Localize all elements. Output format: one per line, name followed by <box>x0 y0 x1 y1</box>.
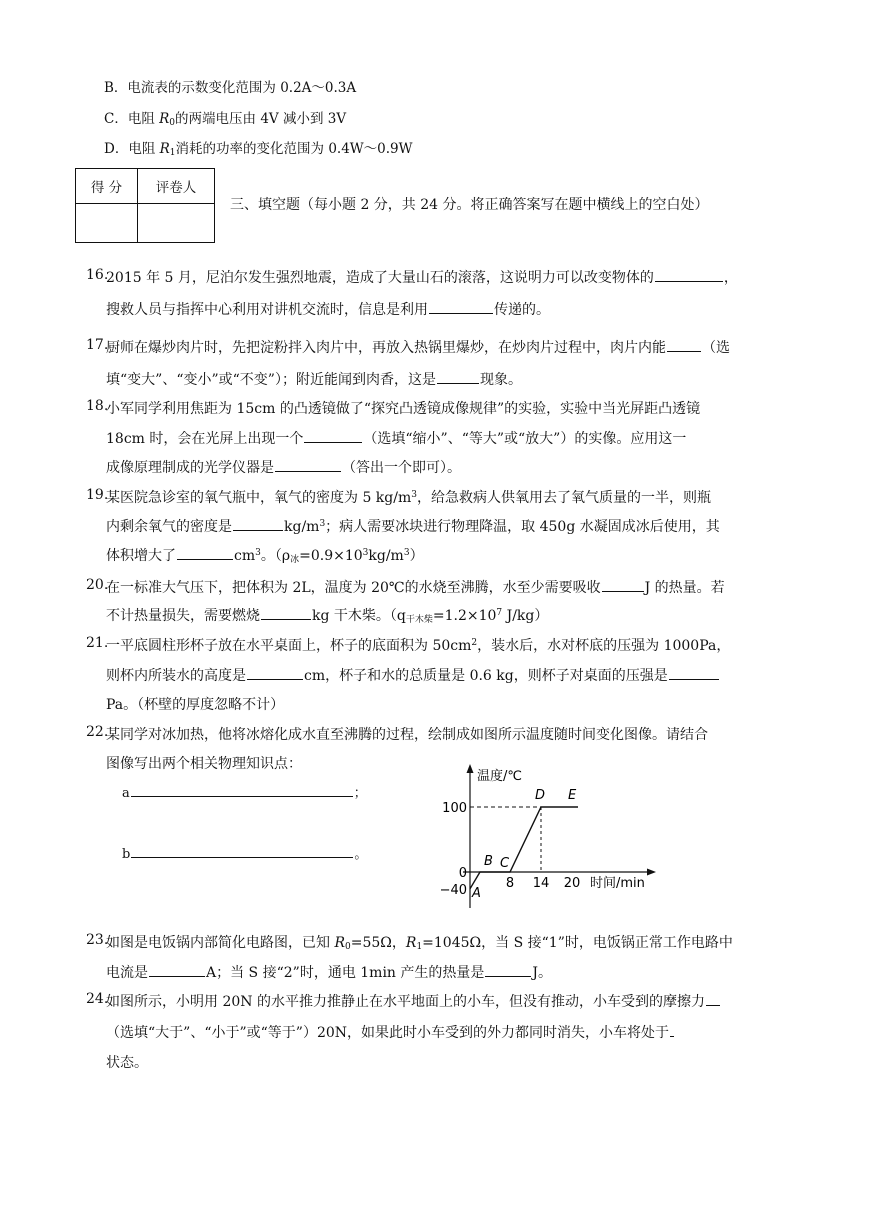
option-b: B．电流表的示数变化范围为 0.2A～0.3A <box>104 80 357 96</box>
q23-text: A；当 S 接“2”时，通电 1min 产生的热量是 <box>206 965 485 981</box>
q23-blank-2[interactable] <box>485 962 531 977</box>
q17-blank-2[interactable] <box>437 369 479 384</box>
option-c-var: R <box>159 111 170 127</box>
q23-number: 23. <box>86 932 109 948</box>
q23-blank-1[interactable] <box>149 962 205 977</box>
q19-text: ；病人需要冰块进行物理降温，取 450g 水凝固成冰后使用，其 <box>325 519 720 535</box>
point-label-b: B <box>484 854 493 869</box>
q24-blank-2[interactable] <box>670 1022 674 1037</box>
grader-header: 评卷人 <box>138 169 215 204</box>
q19-text: cm <box>234 548 256 564</box>
y-tick-minus-40: −40 <box>439 882 467 898</box>
option-c-text: 的两端电压由 4V 减小到 3V <box>175 111 347 127</box>
q18-line3 <box>106 457 461 477</box>
option-d-sub: 1 <box>169 148 176 158</box>
section-title: 三、填空题（每小题 2 分，共 24 分。将正确答案写在题中横线上的空白处） <box>230 197 709 213</box>
q24-text: 如图所示，小明用 20N 的水平推力推静止在水平地面上的小车，但没有推动，小车受到的摩擦力 <box>106 994 705 1010</box>
q23-text: =1045Ω，当 S 接“1”时，电饭锅正常工作电路中 <box>422 935 733 951</box>
score-header: 得 分 <box>76 169 138 204</box>
q19-blank-1[interactable] <box>233 516 283 531</box>
q19-sup: 3 <box>319 519 326 529</box>
q19-number: 19. <box>86 487 109 503</box>
q19-text: =0.9×10 <box>299 548 363 564</box>
q18-number: 18. <box>86 398 109 414</box>
q19-text: kg/m <box>284 519 320 535</box>
q22-line2: 图像写出两个相关物理知识点： <box>106 756 302 772</box>
q22-blank-b[interactable] <box>131 843 353 858</box>
q20-line2 <box>106 605 548 625</box>
q22-a-label: a <box>122 786 130 801</box>
point-label-d: D <box>535 788 546 803</box>
x-tick-8: 8 <box>505 876 515 891</box>
q18-blank-2[interactable] <box>275 457 341 472</box>
q24-blank-1[interactable] <box>706 991 720 1006</box>
q23-text: J。 <box>532 965 553 981</box>
grader-cell[interactable] <box>138 204 215 243</box>
q22-line1: 某同学对冰加热，他将冰熔化成水直至沸腾的过程，绘制成如图所示温度随时间变化图像。请结合 <box>106 727 708 743</box>
point-label-c: C <box>500 856 510 871</box>
q16-text: 2015 年 5 月，尼泊尔发生强烈地震，造成了大量山石的滚落，这说明力可以改变物体的 <box>106 270 654 286</box>
score-cell[interactable] <box>76 204 138 243</box>
q22-a-end: ； <box>353 786 367 801</box>
q20-text: =1.2×10 <box>432 608 497 624</box>
q19-sup: 3 <box>362 548 369 558</box>
q19-text: ，给急救病人供氧用去了氧气质量的一半，则瓶 <box>416 490 711 506</box>
q24-line2 <box>106 1022 675 1042</box>
q19-text: 。（ρ <box>260 548 291 564</box>
q21-text: 一平底圆柱形杯子放在水平桌面上，杯子的底面积为 50cm <box>106 638 472 654</box>
q20-text: J/kg） <box>502 608 549 624</box>
x-tick-14: 14 <box>532 876 550 891</box>
q16-line1 <box>106 267 738 287</box>
q18-text: （答出一个即可）。 <box>342 460 461 476</box>
point-label-e: E <box>568 788 577 803</box>
x-axis-arrow <box>647 869 656 876</box>
q19-sup: 3 <box>255 548 261 558</box>
q20-sup: 7 <box>496 608 503 618</box>
q24-line1 <box>106 991 721 1011</box>
q22-number: 22. <box>86 724 109 740</box>
q19-blank-2[interactable] <box>177 545 233 560</box>
q23-line2 <box>106 962 552 982</box>
q17-blank-1[interactable] <box>667 337 701 352</box>
q20-blank-2[interactable] <box>261 605 311 620</box>
q22-answer-a <box>122 782 367 801</box>
q16-blank-2[interactable] <box>429 299 493 314</box>
q21-sup: 2 <box>471 638 478 648</box>
q16-text: 传递的。 <box>494 302 550 318</box>
q16-blank-1[interactable] <box>655 267 723 282</box>
x-axis-label: 时间/min <box>590 876 645 891</box>
y-axis-arrow <box>467 764 474 773</box>
q22-b-end: 。 <box>354 847 368 862</box>
q16-text: 搜救人员与指挥中心利用对讲机交流时，信息是利用 <box>106 302 428 318</box>
q19-line2 <box>106 516 720 536</box>
q21-blank-2[interactable] <box>669 665 719 680</box>
option-c-prefix: C．电阻 <box>104 111 160 127</box>
point-label-a: A <box>472 885 481 901</box>
x-tick-20: 20 <box>563 876 581 891</box>
q18-line1: 小军同学利用焦距为 15cm 的凸透镜做了“探究凸透镜成像规律”的实验，实验中当光屏距凸透镜 <box>106 401 701 417</box>
score-table <box>75 168 215 243</box>
q24-text: （选填“大于”、“小于”或“等于”）20N，如果此时小车受到的外力都同时消失，小车将处于 <box>106 1025 670 1041</box>
temperature-curve <box>470 807 578 889</box>
q21-line3: Pa。（杯壁的厚度忽略不计） <box>106 697 285 713</box>
q16-line2 <box>106 299 550 319</box>
q23-text: =55Ω， <box>350 935 406 951</box>
q19-text: 体积增大了 <box>106 548 176 564</box>
option-d-text: 消耗的功率的变化范围为 0.4W～0.9W <box>175 141 413 157</box>
q20-sub: 干木柴 <box>405 615 433 625</box>
option-c <box>104 107 346 128</box>
q18-line2 <box>106 428 686 448</box>
q21-line2 <box>106 665 720 685</box>
q21-text: ，装水后，水对杯底的压强为 1000Pa， <box>477 638 731 654</box>
q17-text: 填“变大”、“变小”或“不变”）；附近能闻到肉香，这是 <box>106 372 436 388</box>
q19-text: 某医院急诊室的氧气瓶中，氧气的密度为 5 kg/m <box>106 490 412 506</box>
q20-number: 20. <box>86 577 109 593</box>
q20-text: kg 干木柴。（q <box>312 608 406 624</box>
q19-sub: 冰 <box>290 555 300 565</box>
q23-sub: 0 <box>345 942 351 952</box>
q21-text: 则杯内所装水的高度是 <box>106 668 246 684</box>
q23-text: 电流是 <box>106 965 148 981</box>
q23-text: 如图是电饭锅内部简化电路图，已知 <box>106 935 335 951</box>
q19-text: 内剩余氧气的密度是 <box>106 519 232 535</box>
q21-text: cm，杯子和水的总质量是 0.6 kg，则杯子对桌面的压强是 <box>304 668 668 684</box>
q21-blank-1[interactable] <box>247 665 303 680</box>
q23-var: R <box>334 935 345 951</box>
q19-text: ） <box>409 548 424 564</box>
q23-var: R <box>405 935 417 951</box>
q17-number: 17. <box>86 337 109 353</box>
q19-sup: 3 <box>411 490 417 500</box>
option-d-prefix: D．电阻 <box>104 141 160 157</box>
q20-blank-1[interactable] <box>602 577 644 592</box>
q20-text: 在一标准大气压下，把体积为 2L，温度为 20℃的水烧至沸腾，水至少需要吸收 <box>106 580 601 596</box>
q19-sup: 3 <box>403 548 410 558</box>
option-d <box>104 137 413 158</box>
q18-blank-1[interactable] <box>304 428 362 443</box>
q16-text: ， <box>723 270 738 286</box>
q19-text: kg/m <box>368 548 404 564</box>
q18-text: 18cm 时，会在光屏上出现一个 <box>106 431 304 447</box>
y-tick-0: 0 <box>458 866 467 881</box>
temperature-time-graph <box>430 760 670 910</box>
q17-line1 <box>106 337 730 357</box>
q24-line3: 状态。 <box>106 1055 148 1071</box>
q16-number: 16. <box>86 267 109 283</box>
q24-number: 24. <box>86 991 109 1007</box>
y-tick-100: 100 <box>442 801 467 816</box>
q21-line1 <box>106 635 730 655</box>
option-d-var: R <box>159 141 170 157</box>
q19-line1 <box>106 487 711 507</box>
q17-text: （选 <box>702 340 730 356</box>
q18-text: （选填“缩小”、“等大”或“放大”）的实像。应用这一 <box>363 431 687 447</box>
q20-line1 <box>106 577 725 597</box>
q22-b-label: b <box>122 847 131 862</box>
q17-text: 厨师在爆炒肉片时，先把淀粉拌入肉片中，再放入热锅里爆炒，在炒肉片过程中，肉片内能 <box>106 340 666 356</box>
q21-number: 21. <box>86 635 109 651</box>
q22-answer-b <box>122 843 367 862</box>
q22-blank-a[interactable] <box>131 782 353 797</box>
q20-text: 不计热量损失，需要燃烧 <box>106 608 260 624</box>
q23-sub: 1 <box>416 942 423 952</box>
q17-line2 <box>106 369 522 389</box>
q17-text: 现象。 <box>479 372 522 388</box>
q20-text: J 的热量。若 <box>644 580 725 596</box>
option-c-sub: 0 <box>169 118 176 128</box>
q18-text: 成像原理制成的光学仪器是 <box>106 460 274 476</box>
q23-line1 <box>106 932 733 952</box>
y-axis-label: 温度/℃ <box>477 769 522 784</box>
q19-line3 <box>106 545 424 565</box>
